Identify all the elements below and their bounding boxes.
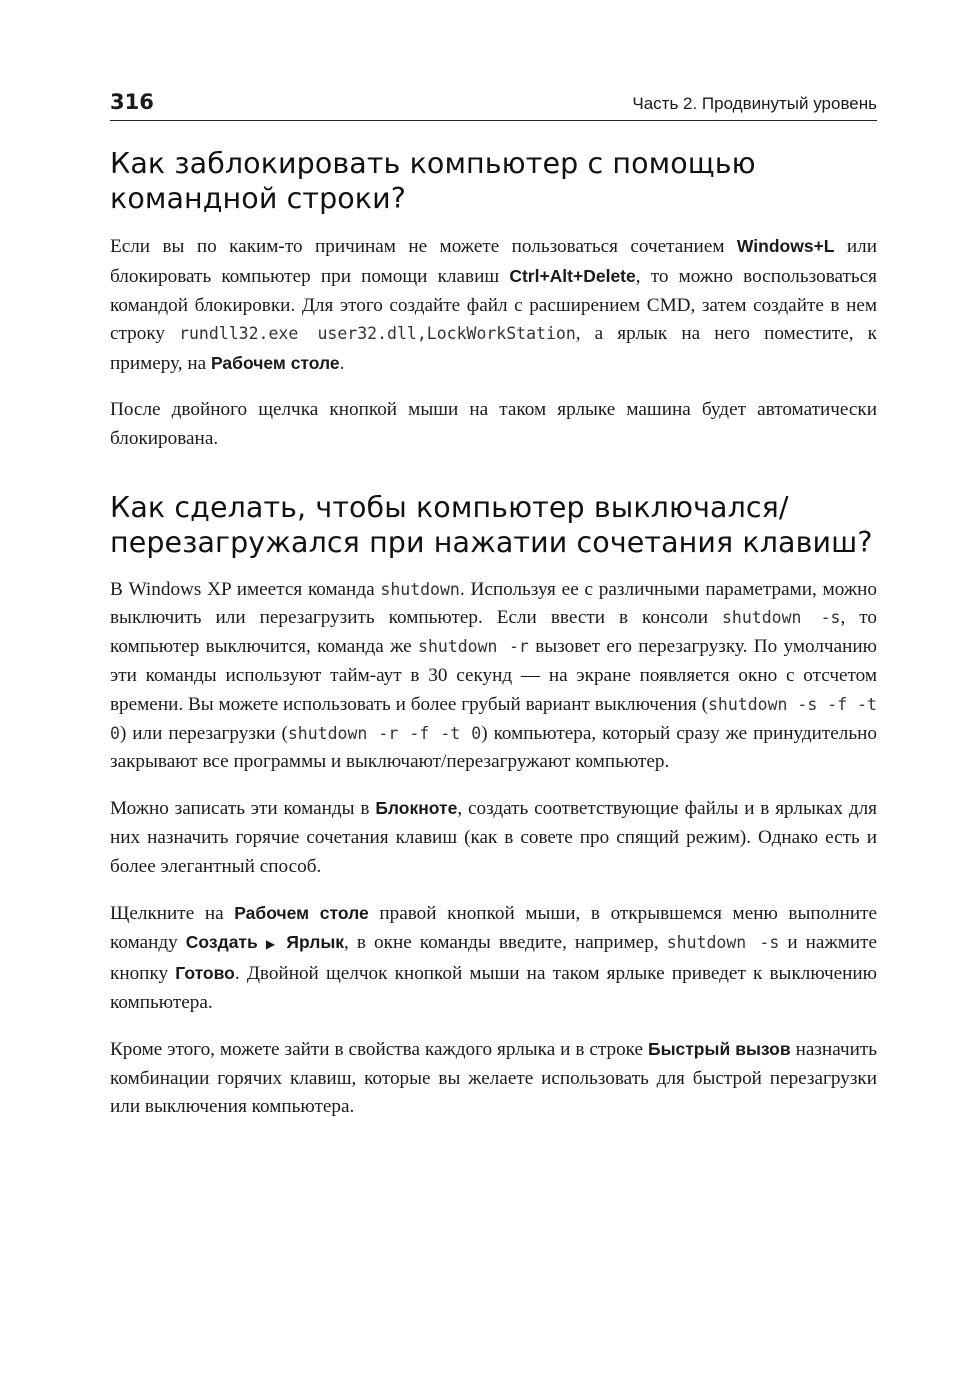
menu-arrow-icon: ▶ <box>265 937 279 952</box>
paragraph-lock-command: Если вы по каким-то причинам не можете пользоваться сочетанием Windows+L или блокировать компьютер при помощи клавиш Ctrl+Alt+Delete, то можно воспользоваться командой блокировки. Для этого создайте файл с расширением CMD, затем создайте в нем строку rundll32.exe user32.dll,LockWorkStation, а ярлык на него поместите, к примеру, на Рабочем столе. <box>110 236 877 375</box>
code-snippet: shutdown -r -f -t 0 <box>287 723 482 743</box>
keyboard-shortcut: Ctrl+Alt+Delete <box>509 265 636 286</box>
ui-term: Ярлык <box>286 932 345 953</box>
keyboard-shortcut: Windows+L <box>736 236 835 256</box>
ui-term: Рабочем столе <box>210 353 340 374</box>
running-head: Часть 2. Продвинутый уровень <box>632 94 877 113</box>
code-snippet: shutdown -s <box>666 933 780 953</box>
paragraph-notepad: Можно записать эти команды в Блокноте, создать соответствующие файлы и в ярлыках для них назначить горячие сочетания клавиш (как в совете про спящий режим). Однако есть и более элегантный способ. <box>110 798 878 877</box>
paragraph-shortcut-create: Щелкните на Рабочем столе правой кнопкой мыши, в открывшемся меню выполните команду Создать ▶ Ярлык, в окне команды введите, например, shutdown -s и нажмите кнопку Готово. Двойной щелчок кнопкой мыши на таком ярлыке приведет к выключению компьютера. <box>110 902 878 1013</box>
code-snippet: shutdown -s <box>721 608 841 628</box>
code-snippet: rundll32.exe user32.dll,LockWorkStation <box>179 324 576 344</box>
ui-term: Создать <box>185 932 258 953</box>
section-title-shutdown: Как сделать, чтобы компьютер выключался/ перезагружался при нажатии сочетания клавиш? <box>110 490 873 559</box>
paragraph-shutdown-command: В Windows XP имеется команда shutdown. Используя ее с различными параметрами, можно выключить или перезагрузить компьютер. Если ввести в консоли shutdown -s, то компьютер выключится, команда же shutdown -r вызовет его перезагрузку. По умолчанию эти команды используют тайм-аут в 30 секунд — на экране появляется окно с отсчетом времени. Вы можете использовать и более грубый вариант выключения (shutdown -s -f -t 0) или перезагрузки (shutdown -r -f -t 0) компьютера, который сразу же принудительно закрывают все программы и выключают/перезагружают компьютер. <box>110 578 877 773</box>
ui-term: Рабочем столе <box>234 902 369 923</box>
page-number: 316 <box>110 90 154 114</box>
section-title-lock: Как заблокировать компьютер с помощью командной строки? <box>110 147 756 215</box>
paragraph-hotkeys: Кроме этого, можете зайти в свойства каждого ярлыка и в строке Быстрый вызов назначить комбинации горячих клавиш, которые вы желаете использовать для быстрой перезагрузки или выключения компьютера. <box>110 1038 877 1118</box>
page-content <box>110 146 877 1139</box>
paragraph-lock-result: После двойного щелчка кнопкой мыши на таком ярлыке машина будет автоматически блокирована. <box>110 398 877 449</box>
code-snippet: shutdown -r <box>418 637 529 657</box>
ui-term: Блокноте <box>375 798 458 819</box>
ui-term: Готово <box>175 963 235 984</box>
code-snippet: shutdown <box>380 579 460 599</box>
code-snippet: shutdown -s -f -t 0 <box>110 694 877 743</box>
ui-term: Быстрый вызов <box>647 1038 791 1059</box>
page-header <box>110 88 877 121</box>
